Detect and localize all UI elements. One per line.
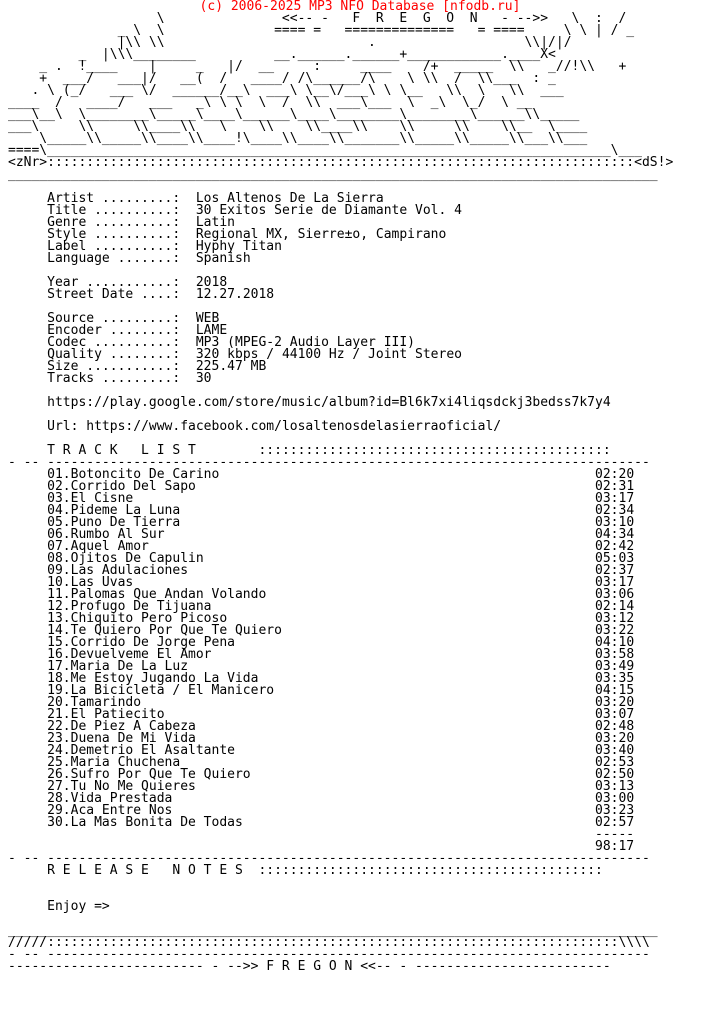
track-time: 03:20 — [595, 731, 635, 746]
track-title: 25.Maria Chuchena — [47, 755, 181, 770]
track-title: 29.Aca Entre Nos — [47, 803, 173, 818]
field-label: Title ..........: — [47, 203, 181, 218]
track-title: 23.Duena De Mi Vida — [47, 731, 196, 746]
field-label: Genre ..........: — [47, 215, 181, 230]
track-title: 16.Devuelveme El Amor — [47, 647, 212, 662]
track-title: 04.Pideme La Luna — [47, 503, 181, 518]
field-label: Language .......: — [47, 251, 181, 266]
field-value: 30 Exitos Serie de Diamante Vol. 4 — [195, 203, 462, 218]
total-time: 98:17 — [595, 839, 635, 854]
track-title: 27.Tu No Me Quieres — [47, 779, 196, 794]
field-label: Artist .........: — [47, 191, 181, 206]
track-time: 03:00 — [595, 791, 635, 806]
store-link[interactable]: https://play.google.com/store/music/album?id=Bl6k7xi4liqsdckj3bedss7k7y4 — [47, 395, 611, 410]
footer-rule: - -- ----------------------------------------------------------------------------- — [8, 947, 650, 962]
tracklist-heading: T R A C K L I S T — [47, 443, 196, 458]
url-label: Url: — [47, 419, 79, 434]
track-time: 04:10 — [595, 635, 635, 650]
field-label: Tracks .........: — [47, 371, 181, 386]
track-title: 17.Maria De La Luz — [47, 659, 189, 674]
field-value: 12.27.2018 — [195, 287, 275, 302]
track-title: 22.De Piez A Cabeza — [47, 719, 196, 734]
decorative-colons: :::::::::::::::::::::::::::::::::::::::::::: — [258, 863, 603, 878]
track-time: 03:22 — [595, 623, 635, 638]
track-time: 03:06 — [595, 587, 635, 602]
release-notes-text: Enjoy => — [47, 899, 110, 914]
track-time: 02:14 — [595, 599, 635, 614]
field-label: Label ..........: — [47, 239, 181, 254]
track-title: 26.Sufro Por Que Te Quiero — [47, 767, 251, 782]
track-title: 07.Aquel Amor — [47, 539, 149, 554]
track-title: 11.Palomas Que Andan Volando — [47, 587, 267, 602]
facebook-link[interactable]: https://www.facebook.com/losaltenosdelasierraoficial/ — [86, 419, 502, 434]
field-value: 30 — [195, 371, 212, 386]
track-title: 01.Botoncito De Carino — [47, 467, 220, 482]
track-time: 02:42 — [595, 539, 635, 554]
track-time: 03:10 — [595, 515, 635, 530]
track-title: 13.Chiquito Pero Picoso — [47, 611, 228, 626]
ascii-art-logo: \ <<-- - F R E G O N - -->> \ : / _ \ \ ==== = ============== = ==== \ \ | / _ |\\ \\ . \\|/|/ _ |\\\________ __.______.______+____________.____X< _ . !____ | _ |/ __ : ____ /+ _____ \\ _//!\\ + + ___/ ___|/ __( / ____/ /\______/\ \ \\ / \\___ : _ . \ (_/ ___ \/ ______/__\ ___\ \__\/___\ \ \__ \\ \ \\ ___ ____ / ____/ ___ _\ \ \ \ / \\ ___\___ \ _\ \_/ \ __ ___\__\ \________\_____\____\______\____\________\________\______\\_____ ___\ \\ \\____\\ \ \\ \\____\\ \\ \\ \\__ \____ \_____\\_____\\____\\____!\____\\____\\_______\\_____\\_____\\___\\___ ====\________________________________________________________________________\___ <zNr>:::::::::::::::::::::::::::::::::::::::::::::::::::::::::::::::::::::::::::<dS!> — [8, 11, 674, 170]
section-rule: - -- ----------------------------------------------------------------------------- — [8, 851, 650, 866]
field-label: Year ...........: — [47, 275, 181, 290]
nfo-document — [8, 13, 673, 973]
field-value: MP3 (MPEG-2 Audio Layer III) — [195, 335, 416, 350]
track-title: 08.Ojitos De Capulin — [47, 551, 204, 566]
field-label: Source .........: — [47, 311, 181, 326]
field-value: Los Altenos De La Sierra — [195, 191, 384, 206]
footer-signature: ------------------------- - -->> F R E G O N <<-- - ------------------------- — [8, 959, 611, 974]
total-rule: ----- — [595, 827, 635, 842]
track-title: 02.Corrido Del Sapo — [47, 479, 196, 494]
track-title: 10.Las Uvas — [47, 575, 134, 590]
footer-art: /////:::::::::::::::::::::::::::::::::::::::::::::::::::::::::::::::::::::::::\\\\ — [8, 935, 650, 950]
track-title: 18.Me Estoy Jugando La Vida — [47, 671, 259, 686]
track-title: 20.Tamarindo — [47, 695, 142, 710]
track-title: 05.Puno De Tierra — [47, 515, 181, 530]
track-title: 24.Demetrio El Asaltante — [47, 743, 235, 758]
track-time: 02:50 — [595, 767, 635, 782]
track-title: 15.Corrido De Jorge Pena — [47, 635, 235, 650]
track-time: 03:12 — [595, 611, 635, 626]
track-time: 02:57 — [595, 815, 635, 830]
section-rule: - -- ----------------------------------------------------------------------------- — [8, 455, 650, 470]
field-value: 225.47 MB — [195, 359, 267, 374]
release-notes-heading: R E L E A S E N O T E S — [47, 863, 243, 878]
track-title: 06.Rumbo Al Sur — [47, 527, 165, 542]
track-title: 03.El Cisne — [47, 491, 134, 506]
track-time: 02:37 — [595, 563, 635, 578]
track-title: 12.Profugo De Tijuana — [47, 599, 212, 614]
field-label: Street Date ....: — [47, 287, 181, 302]
track-time: 03:49 — [595, 659, 635, 674]
track-time: 03:23 — [595, 803, 635, 818]
field-label: Style ..........: — [47, 227, 181, 242]
track-time: 04:34 — [595, 527, 635, 542]
track-time: 05:03 — [595, 551, 635, 566]
track-title: 30.La Mas Bonita De Todas — [47, 815, 243, 830]
site-header-title: (c) 2006-2025 MP3 NFO Database [nfodb.ru] — [199, 0, 521, 14]
track-time: 03:13 — [595, 779, 635, 794]
track-time: 02:53 — [595, 755, 635, 770]
field-value: 2018 — [195, 275, 228, 290]
track-time: 03:17 — [595, 575, 635, 590]
track-time: 02:34 — [595, 503, 635, 518]
track-title: 28.Vida Prestada — [47, 791, 173, 806]
field-value: 320 kbps / 44100 Hz / Joint Stereo — [195, 347, 462, 362]
track-time: 02:31 — [595, 479, 635, 494]
field-label: Quality ........: — [47, 347, 181, 362]
track-time: 04:15 — [595, 683, 635, 698]
track-time: 02:48 — [595, 719, 635, 734]
track-time: 03:40 — [595, 743, 635, 758]
field-value: Hyphy Titan — [195, 239, 282, 254]
track-title: 21.El Patiecito — [47, 707, 165, 722]
track-time: 02:20 — [595, 467, 635, 482]
field-label: Size ...........: — [47, 359, 181, 374]
track-title: 14.Te Quiero Por Que Te Quiero — [47, 623, 282, 638]
field-value: Spanish — [195, 251, 251, 266]
field-label: Encoder ........: — [47, 323, 181, 338]
field-value: LAME — [195, 323, 228, 338]
track-time: 03:07 — [595, 707, 635, 722]
track-title: 19.La Bicicleta / El Manicero — [47, 683, 275, 698]
field-label: Codec ..........: — [47, 335, 181, 350]
field-value: WEB — [195, 311, 220, 326]
track-time: 03:20 — [595, 695, 635, 710]
field-value: Regional MX, Sierre±o, Campirano — [195, 227, 447, 242]
decorative-colons: ::::::::::::::::::::::::::::::::::::::::::::: — [258, 443, 611, 458]
track-title: 09.Las Adulaciones — [47, 563, 189, 578]
track-time: 03:17 — [595, 491, 635, 506]
track-time: 03:35 — [595, 671, 635, 686]
field-value: Latin — [195, 215, 235, 230]
footer-rule: ___________________________________________________________________________________ — [8, 923, 658, 938]
divider: ___________________________________________________________________________________ — [8, 167, 658, 182]
track-time: 03:58 — [595, 647, 635, 662]
